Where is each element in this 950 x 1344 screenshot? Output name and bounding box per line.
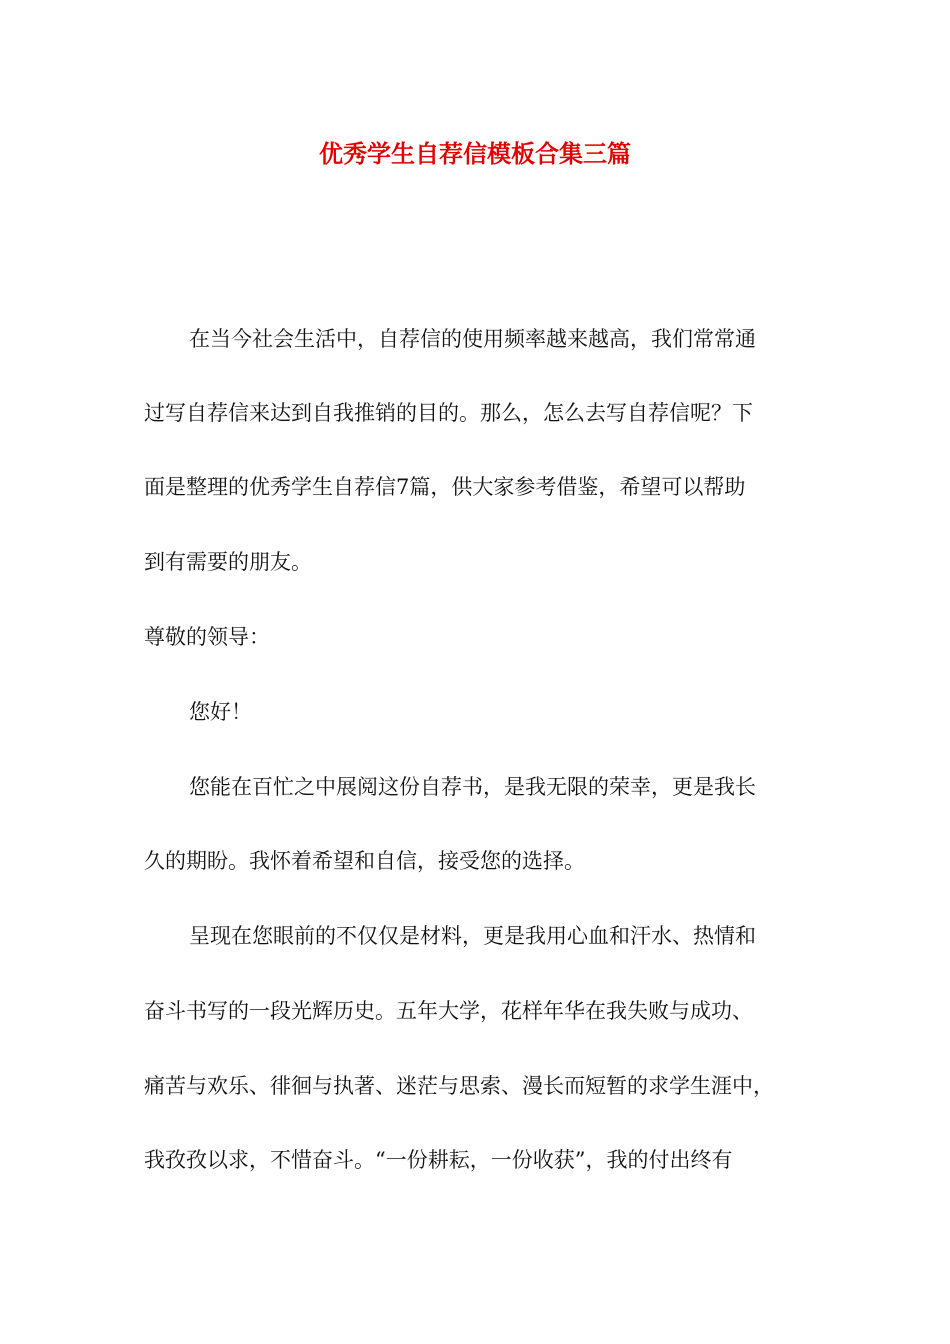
paragraph-line-8: 奋斗书写的一段光辉历史。五年大学，花样年华在我失败与成功、 [144, 999, 753, 1023]
paragraph-line-7: 呈现在您眼前的不仅仅是材料，更是我用心血和汗水、热情和 [189, 924, 756, 948]
paragraph-line-2: 过写自荐信来达到自我推销的目的。那么，怎么去写自荐信呢？下 [144, 401, 753, 425]
salutation: 尊敬的领导： [144, 625, 270, 649]
greeting: 您好！ [189, 700, 252, 724]
paragraph-line-1: 在当今社会生活中，自荐信的使用频率越来越高，我们常常通 [189, 327, 756, 351]
paragraph-line-3: 面是整理的优秀学生自荐信7篇，供大家参考借鉴，希望可以帮助 [144, 475, 746, 499]
paragraph-line-4: 到有需要的朋友。 [144, 550, 312, 574]
page-title: 优秀学生自荐信模板合集三篇 [319, 139, 631, 168]
paragraph-line-5: 您能在百忙之中展阅这份自荐书，是我无限的荣幸，更是我长 [189, 775, 756, 799]
paragraph-line-10: 我孜孜以求，不惜奋斗。“一份耕耘，一份收获”，我的付出终有 [144, 1148, 733, 1172]
paragraph-line-6: 久的期盼。我怀着希望和自信，接受您的选择。 [144, 849, 585, 873]
paragraph-line-9: 痛苦与欢乐、徘徊与执著、迷茫与思索、漫长而短暂的求学生涯中， [144, 1074, 774, 1098]
